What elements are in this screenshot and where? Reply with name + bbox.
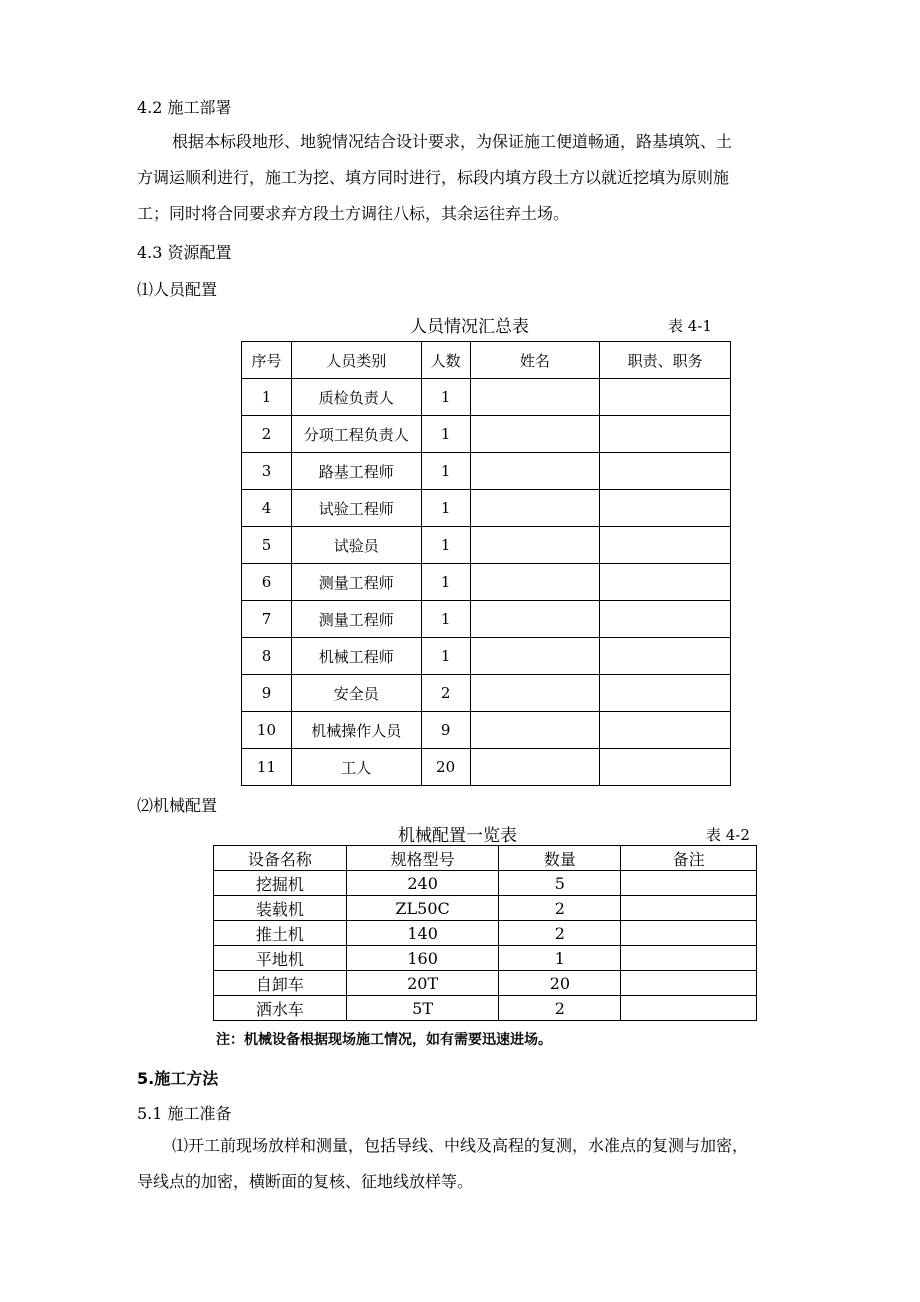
table-cell: 装载机 bbox=[214, 896, 347, 921]
table-cell: 140 bbox=[346, 921, 499, 946]
table-cell: 5 bbox=[242, 527, 292, 564]
table-cell: 1 bbox=[421, 601, 470, 638]
table1-label: 表 4-1 bbox=[668, 317, 712, 335]
table-cell: 9 bbox=[421, 712, 470, 749]
paragraph-line: 导线点的加密，横断面的复核、征地线放样等。 bbox=[137, 1172, 474, 1191]
table-cell bbox=[470, 564, 600, 601]
section-4-3-title: 4.3 资源配置 bbox=[137, 243, 232, 262]
machinery-note: 注：机械设备根据现场施工情况，如有需要迅速进场。 bbox=[216, 1032, 552, 1048]
table-cell: 机械操作人员 bbox=[291, 712, 421, 749]
table-cell: 洒水车 bbox=[214, 996, 347, 1021]
table-cell bbox=[470, 416, 600, 453]
paragraph-line: 工；同时将合同要求弃方段土方调往八标，其余运往弃土场。 bbox=[137, 204, 570, 223]
table-cell: 质检负责人 bbox=[291, 379, 421, 416]
table-cell: 试验工程师 bbox=[291, 490, 421, 527]
table-cell bbox=[600, 749, 731, 786]
table-header-row bbox=[242, 342, 731, 379]
paragraph-line: 根据本标段地形、地貌情况结合设计要求，为保证施工便道畅通，路基填筑、土 bbox=[172, 132, 733, 151]
table-cell bbox=[600, 416, 731, 453]
table-cell: 测量工程师 bbox=[291, 564, 421, 601]
machinery-row bbox=[214, 996, 757, 1021]
table-cell: 4 bbox=[242, 490, 292, 527]
table-cell: 20T bbox=[346, 971, 499, 996]
personnel-row bbox=[242, 712, 731, 749]
table-cell bbox=[470, 601, 600, 638]
personnel-row bbox=[242, 749, 731, 786]
personnel-row bbox=[242, 490, 731, 527]
table-cell: 1 bbox=[242, 379, 292, 416]
table-cell: 240 bbox=[346, 871, 499, 896]
table-cell: 11 bbox=[242, 749, 292, 786]
table-cell: 160 bbox=[346, 946, 499, 971]
table-cell bbox=[600, 675, 731, 712]
table-cell: 2 bbox=[242, 416, 292, 453]
table-cell: 1 bbox=[421, 527, 470, 564]
table-cell bbox=[600, 712, 731, 749]
table-cell: 20 bbox=[499, 971, 621, 996]
table2-label: 表 4-2 bbox=[706, 826, 750, 844]
machinery-row bbox=[214, 896, 757, 921]
table-cell: 推土机 bbox=[214, 921, 347, 946]
personnel-row bbox=[242, 379, 731, 416]
personnel-row bbox=[242, 638, 731, 675]
personnel-row bbox=[242, 416, 731, 453]
table-cell: 1 bbox=[421, 638, 470, 675]
table-cell: 自卸车 bbox=[214, 971, 347, 996]
table-cell bbox=[600, 453, 731, 490]
personnel-table bbox=[241, 341, 731, 786]
table-cell bbox=[470, 527, 600, 564]
table-cell: 试验员 bbox=[291, 527, 421, 564]
personnel-row bbox=[242, 675, 731, 712]
table-cell: 平地机 bbox=[214, 946, 347, 971]
table-cell bbox=[600, 379, 731, 416]
table-cell: 20 bbox=[421, 749, 470, 786]
paragraph-line: ⑴开工前现场放样和测量，包括导线、中线及高程的复测，水准点的复测与加密， bbox=[172, 1136, 749, 1155]
paragraph-line: 方调运顺利进行，施工为挖、填方同时进行，标段内填方段土方以就近挖填为原则施 bbox=[137, 168, 730, 187]
header-cell: 人员类别 bbox=[291, 342, 421, 379]
table-cell: 1 bbox=[421, 564, 470, 601]
table-cell bbox=[621, 896, 757, 921]
table-cell: 1 bbox=[499, 946, 621, 971]
table-cell: 1 bbox=[421, 490, 470, 527]
table-cell: 2 bbox=[421, 675, 470, 712]
table-cell: 6 bbox=[242, 564, 292, 601]
machinery-table bbox=[213, 845, 757, 1021]
table-cell bbox=[470, 453, 600, 490]
subsection-personnel: ⑴人员配置 bbox=[137, 280, 218, 299]
machinery-row bbox=[214, 946, 757, 971]
table-cell bbox=[470, 379, 600, 416]
header-cell: 姓名 bbox=[470, 342, 600, 379]
machinery-row bbox=[214, 971, 757, 996]
header-cell: 序号 bbox=[242, 342, 292, 379]
table-cell: 安全员 bbox=[291, 675, 421, 712]
table-cell: 路基工程师 bbox=[291, 453, 421, 490]
table-cell bbox=[600, 601, 731, 638]
subsection-machinery: ⑵机械配置 bbox=[137, 796, 218, 815]
table-cell: 5 bbox=[499, 871, 621, 896]
table-cell: 5T bbox=[346, 996, 499, 1021]
table-cell bbox=[470, 749, 600, 786]
header-cell: 职责、职务 bbox=[600, 342, 731, 379]
table-cell: 1 bbox=[421, 453, 470, 490]
header-cell: 规格型号 bbox=[346, 846, 499, 871]
table-cell: 机械工程师 bbox=[291, 638, 421, 675]
table-cell bbox=[600, 638, 731, 675]
personnel-row bbox=[242, 601, 731, 638]
table-cell bbox=[600, 527, 731, 564]
header-cell: 备注 bbox=[621, 846, 757, 871]
table-cell: 工人 bbox=[291, 749, 421, 786]
header-cell: 人数 bbox=[421, 342, 470, 379]
table-cell bbox=[621, 946, 757, 971]
header-cell: 数量 bbox=[499, 846, 621, 871]
table-cell bbox=[470, 490, 600, 527]
section-5-1-title: 5.1 施工准备 bbox=[137, 1104, 232, 1123]
table-cell bbox=[600, 564, 731, 601]
header-cell: 设备名称 bbox=[214, 846, 347, 871]
table-cell bbox=[470, 675, 600, 712]
table-cell: 2 bbox=[499, 921, 621, 946]
table-cell bbox=[621, 921, 757, 946]
table-cell: 8 bbox=[242, 638, 292, 675]
table1-caption: 人员情况汇总表 bbox=[410, 317, 529, 337]
table-cell: 10 bbox=[242, 712, 292, 749]
table-cell: 1 bbox=[421, 379, 470, 416]
table-cell bbox=[621, 971, 757, 996]
personnel-row bbox=[242, 527, 731, 564]
table-cell: 测量工程师 bbox=[291, 601, 421, 638]
table-cell bbox=[621, 996, 757, 1021]
table-cell: 7 bbox=[242, 601, 292, 638]
table-cell: 2 bbox=[499, 896, 621, 921]
machinery-row bbox=[214, 921, 757, 946]
table-cell bbox=[470, 712, 600, 749]
table-cell: 挖掘机 bbox=[214, 871, 347, 896]
table-cell bbox=[621, 871, 757, 896]
table-header-row bbox=[214, 846, 757, 871]
personnel-row bbox=[242, 453, 731, 490]
table2-caption: 机械配置一览表 bbox=[398, 826, 517, 846]
personnel-row bbox=[242, 564, 731, 601]
table-cell: 1 bbox=[421, 416, 470, 453]
machinery-row bbox=[214, 871, 757, 896]
table-cell bbox=[470, 638, 600, 675]
section-4-2-title: 4.2 施工部署 bbox=[137, 98, 232, 117]
table-cell: 3 bbox=[242, 453, 292, 490]
table-cell bbox=[600, 490, 731, 527]
table-cell: 2 bbox=[499, 996, 621, 1021]
section-5-title: 5.施工方法 bbox=[137, 1069, 219, 1088]
table-cell: 9 bbox=[242, 675, 292, 712]
table-cell: 分项工程负责人 bbox=[291, 416, 421, 453]
table-cell: ZL50C bbox=[346, 896, 499, 921]
